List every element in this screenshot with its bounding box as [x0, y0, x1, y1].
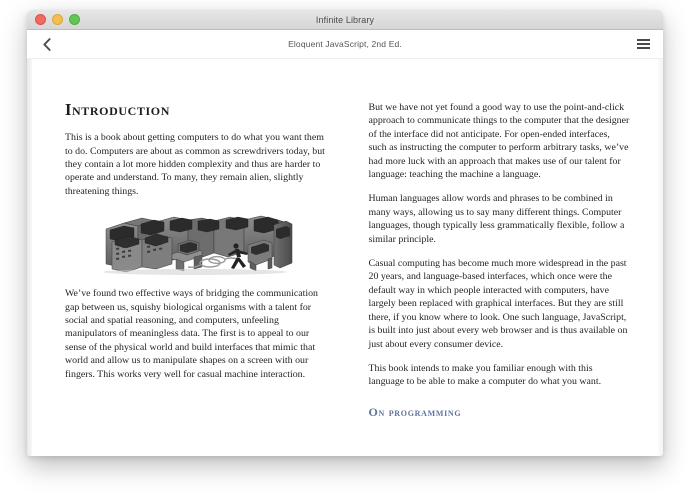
paragraph: We’ve found two effective ways of bridging the communication gap between us, squishy biological organisms with a talent for social and spatial reasoning, and computers, unfeeling manipulators of meaningless data. The first is to appeal to our sense of the physical world and build interfaces that mimic that world and allow us to manipulate shapes on a screen with our fingers. This works very well for casual machine interaction.	[65, 288, 318, 380]
paragraph: This is a book about getting computers to do what you want them to do. Computers are about as common as screwdrivers today, but they contain a lot more hidden complexity and thus are harder to operate and understand. To many, they remain alien, slightly threatening things.	[65, 132, 325, 197]
window-titlebar	[27, 10, 663, 30]
vintage-computers-image	[98, 209, 293, 275]
paragraph: This book intends to make you familiar enough with this language to be able to make a computer do what you want.	[368, 362, 602, 388]
reader-page[interactable]	[27, 59, 663, 456]
chapter-illustration	[65, 209, 327, 275]
hamburger-menu-button[interactable]	[633, 30, 653, 58]
text-columns	[65, 59, 630, 456]
paragraph: But we have not yet found a good way to use the point-and-click approach to communicate things to the computer that the designer of the interface did not anticipate. For open-ended interfaces, such as instructing the computer to perform arbitrary tasks, we’ve had more luck with an approach that makes use of our talent for language: teaching the machine a language.	[368, 102, 630, 181]
traffic-light-group	[35, 10, 80, 29]
back-button[interactable]	[36, 30, 58, 58]
chevron-left-icon	[43, 38, 51, 51]
close-window-button[interactable]	[35, 14, 46, 25]
hamburger-menu-icon	[637, 39, 650, 40]
zoom-window-button[interactable]	[69, 14, 80, 25]
page-title: Introduction	[65, 100, 170, 119]
app-toolbar	[27, 30, 663, 59]
hamburger-menu-icon	[637, 47, 650, 48]
section-heading: On programming	[368, 404, 462, 419]
hamburger-menu-icon	[637, 43, 650, 44]
minimize-window-button[interactable]	[52, 14, 63, 25]
book-title: Eloquent JavaScript, 2nd Ed.	[288, 39, 402, 49]
column-left	[65, 59, 327, 456]
paragraph: Human languages allow words and phrases to be combined in many ways, allowing us to say many different things. Computer languages, though typically less grammatically flexible, follow a similar principle.	[368, 193, 625, 245]
page-gutter-right	[658, 59, 663, 456]
window-title: Infinite Library	[315, 14, 375, 25]
app-window	[27, 10, 663, 456]
paragraph: Casual computing has become much more widespread in the past 20 years, and language-based interfaces, which once were the default way in which people interacted with computers, have largely been replaced with graphical interfaces. But they are still there, if you know where to look. One such language, JavaScript, is built into just about every web browser and is thus available on just about every consumer device.	[368, 258, 628, 350]
page-gutter-left	[27, 59, 32, 456]
column-right	[369, 59, 631, 456]
